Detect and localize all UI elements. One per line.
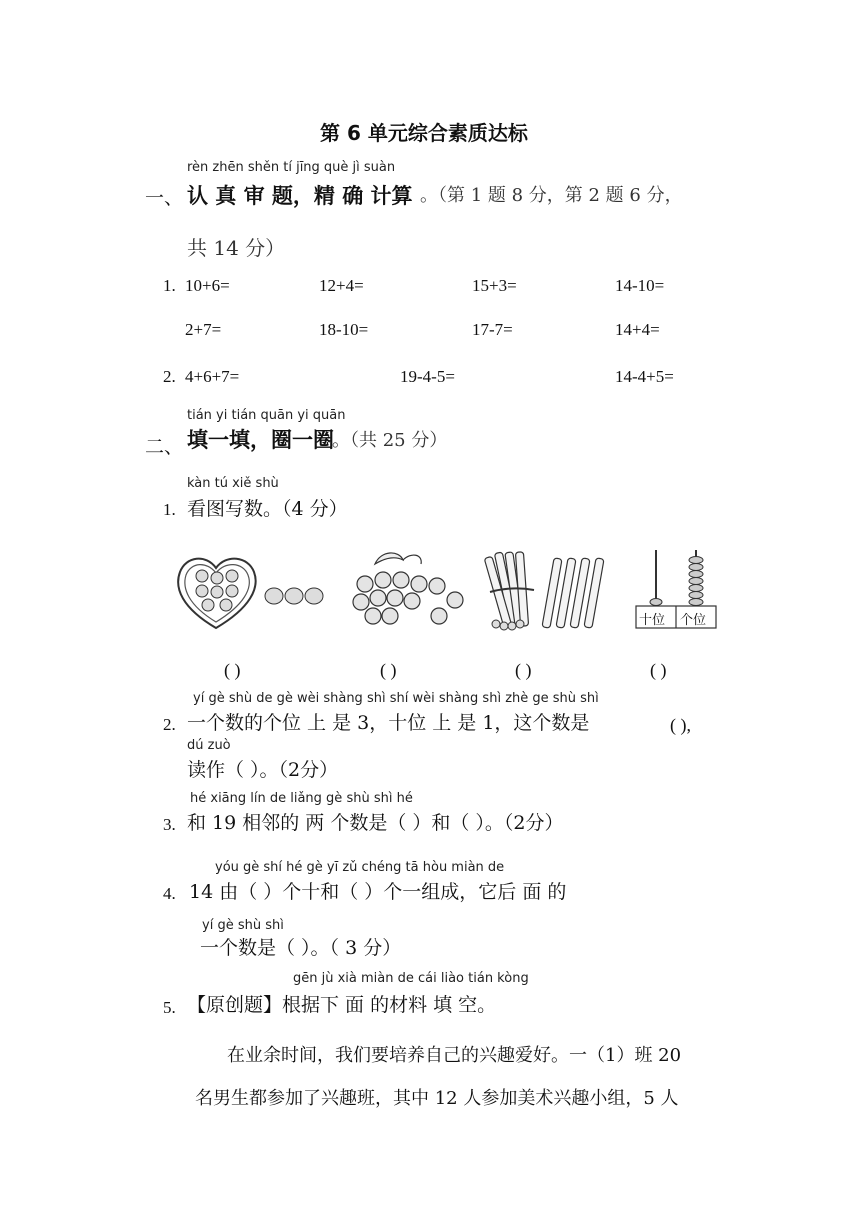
q2-text: 一个数的个位 上 是 3，十位 上 是 1，这个数是 — [187, 712, 590, 734]
q1-pinyin: kàn tú xiě shù — [187, 476, 279, 491]
answer-blank[interactable]: ( ) — [224, 660, 241, 680]
q2-pinyin2: dú zuò — [187, 738, 231, 753]
q2-label: 2. — [163, 715, 176, 734]
q2-label: 2. — [163, 367, 176, 386]
equation: 17-7= — [472, 320, 513, 339]
section1-number: 一、 — [145, 187, 184, 209]
section2-pinyin: tián yi tián quān yi quān — [187, 408, 346, 423]
section2-heading: 填一填，圈一圈 — [187, 427, 334, 452]
q3-label: 3. — [163, 815, 176, 834]
section1-score-cont: 共 14 分） — [187, 236, 286, 260]
q4-pinyin2: yí gè shù shì — [202, 918, 284, 933]
q4-text: 14 由（ ）个十和（ ）个一组成，它后 面 的 — [189, 881, 567, 903]
equation: 14-4+5= — [615, 367, 674, 386]
section2-score: 。（共 25 分） — [332, 430, 448, 451]
q2-text2: 读作（ ）。（2分） — [187, 759, 339, 781]
abacus-tens-label: 十位 — [639, 613, 666, 628]
equation: 2+7= — [185, 320, 222, 339]
equation: 15+3= — [472, 276, 517, 295]
grapes-picture — [345, 546, 470, 636]
section1-heading: 认 真 审 题，精 确 计算 — [187, 183, 413, 208]
q2-pinyin: yí gè shù de gè wèi shàng shì shí wèi shàng shì zhè ge shù shì — [193, 691, 599, 706]
heart-box-picture — [170, 548, 330, 638]
equation: 10+6= — [185, 276, 230, 295]
section2-number: 二、 — [145, 436, 184, 458]
sticks-picture — [482, 546, 612, 636]
q3-pinyin: hé xiāng lín de liǎng gè shù shì hé — [190, 791, 413, 806]
answer-blank[interactable]: ( ) — [515, 660, 532, 680]
q3-text: 和 19 相邻的 两 个数是（ ）和（ ）。（2分） — [187, 812, 564, 834]
equation: 14-10= — [615, 276, 665, 295]
q1-label: 1. — [163, 500, 176, 519]
q4-label: 4. — [163, 884, 176, 903]
q1-text: 看图写数。（4 分） — [187, 498, 348, 520]
answer-blank[interactable]: ( ), — [670, 715, 691, 735]
page-title: 第 6 单元综合素质达标 — [320, 121, 528, 145]
answer-blank[interactable]: ( ) — [380, 660, 397, 680]
equation: 14+4= — [615, 320, 660, 339]
equation: 18-10= — [319, 320, 369, 339]
q4-pinyin: yóu gè shí hé gè yī zǔ chéng tā hòu miàn de — [215, 860, 505, 875]
q5-paragraph-line2: 名男生都参加了兴趣班，其中 12 人参加美术兴趣小组，5 人 — [195, 1088, 679, 1109]
q5-pinyin: gēn jù xià miàn de cái liào tián kòng — [293, 971, 529, 986]
answer-blank[interactable]: ( ) — [650, 660, 667, 680]
equation: 4+6+7= — [185, 367, 240, 386]
q5-paragraph-line1: 在业余时间，我们要培养自己的兴趣爱好。一（1）班 20 — [227, 1045, 682, 1066]
q5-label: 5. — [163, 998, 176, 1017]
q4-text2: 一个数是（ ）。（ 3 分） — [200, 937, 402, 959]
abacus-ones-label: 个位 — [680, 613, 707, 628]
equation: 12+4= — [319, 276, 364, 295]
q1-label: 1. — [163, 276, 176, 295]
section1-score: 。（第 1 题 8 分，第 2 题 6 分， — [420, 185, 683, 206]
section1-pinyin: rèn zhēn shěn tí jīng què jì suàn — [187, 160, 396, 175]
equation: 19-4-5= — [400, 367, 455, 386]
q5-text: 【原创题】根据下 面 的材料 填 空。 — [187, 994, 497, 1016]
